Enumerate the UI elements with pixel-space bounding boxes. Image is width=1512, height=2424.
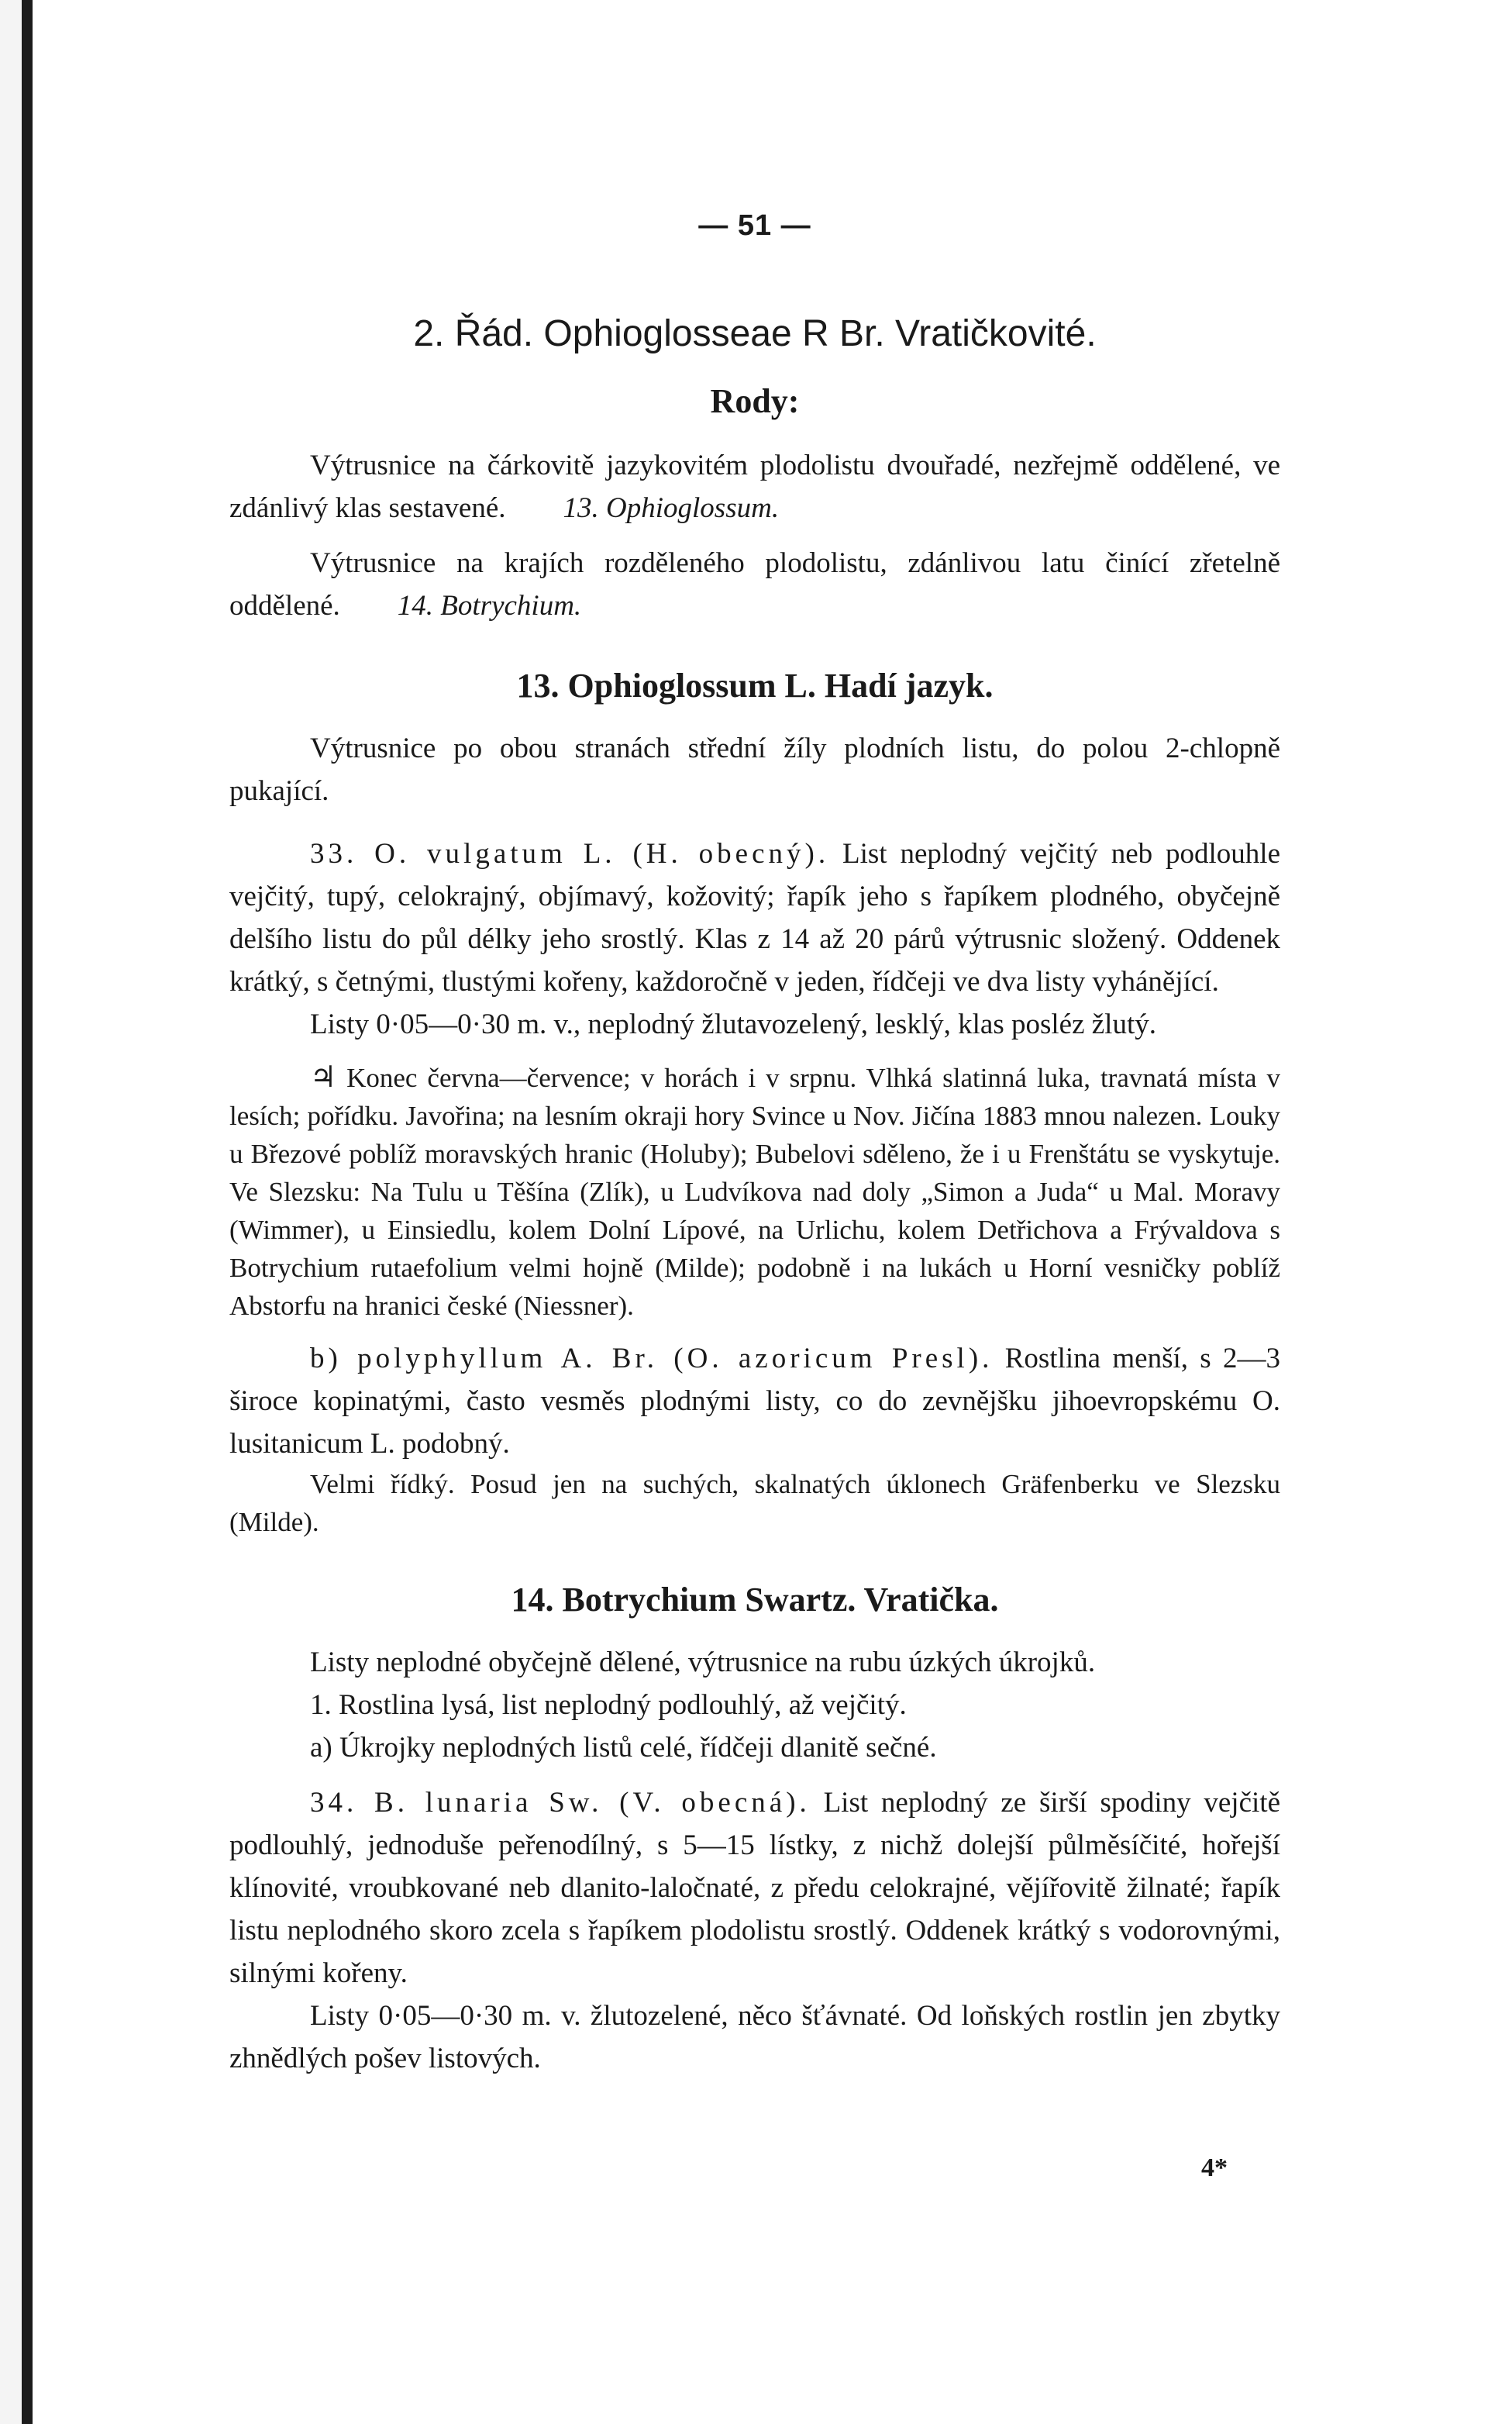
genera-key (229, 444, 1280, 627)
species-34-size: Listy 0·05—0·30 m. v. žlutozelené, něco šťávnaté. Od loňských rostlin jen zbytky zhnědlých pošev listových. (229, 2000, 1280, 2074)
species-33-distribution-text: Konec června—července; v horách i v srpnu. Vlhká slatinná luka, travnatá místa v lesích; pořídku. Javořina; na lesním okraji hory Svince u Nov. Jičína 1883 mnou nalezen. Louky u Březové poblíž moravských hranic (Holuby); Bubelovi sděleno, že i u Frenštátu se vyskytuje. Ve Slezsku: Na Tulu u Těšína (Zlík), u Ludvíkova nad doly „Simon a Juda“ u Mal. Moravy (Wimmer), u Einsiedlu, kolem Dolní Lípové, na Urlichu, kolem Detřichova a Frývaldova s Botrychium rutaefolium velmi hojně (Milde); podobně i na lukách u Horní vesničky poblíž Abstorfu na hranici české (Niessner). (229, 1063, 1280, 1321)
genus-14-heading: 14. Botrychium Swartz. Vratička. (511, 1581, 999, 1619)
species-34-paragraph (229, 1781, 1280, 1995)
species-33-paragraph (229, 833, 1280, 1003)
variety-b-text: Rostlina menší, s 2—3 široce kopinatými, často vesměs plodnými listy, co do zevnějšku jihoevropskému O. lusitanicum L. podobný. (229, 1343, 1281, 1460)
perennial-symbol: ♃ (310, 1060, 337, 1094)
species-33-name: 33. O. vulgatum L. (H. obecný). (310, 838, 830, 870)
genera-key-entry-text: Výtrusnice na čárkovitě jazykovitém plodolistu dvouřadé, nezřejmě oddělené, ve zdánlivý klas sestavené. (229, 450, 1280, 524)
printer-signature-mark: 4* (1201, 2153, 1228, 2182)
page-number: — 51 — (698, 209, 811, 242)
genera-key-entry-target: 13. Ophioglossum. (563, 492, 780, 524)
genera-key-entry-target: 14. Botrychium. (397, 590, 582, 622)
genera-key-entry (229, 444, 1280, 529)
genus-13-description: Výtrusnice po obou stranách střední žíly plodních listu, do polou 2-chlopně pukající. (229, 733, 1280, 807)
genus-14-key-1: 1. Rostlina lysá, list neplodný podlouhlý, až vejčitý. (310, 1689, 907, 1721)
genus-14-key-a: a) Úkrojky neplodných listů celé, řídčeji dlanitě sečné. (310, 1732, 937, 1764)
species-33-size: Listy 0·05—0·30 m. v., neplodný žlutavozelený, lesklý, klas posléz žlutý. (310, 1009, 1156, 1040)
page-edge-shade (0, 0, 22, 2424)
genera-key-heading: Rody: (710, 382, 800, 420)
species-34-name: 34. B. lunaria Sw. (V. obecná). (310, 1787, 811, 1819)
species-33-text: List neplodný vejčitý neb podlouhle vejčitý, tupý, celokrajný, objímavý, kožovitý; řapík jeho s řapíkem plodného, obyčejně delšího listu do půl délky jeho srostlý. Klas z 14 až 20 párů výtrusnic složený. Oddenek krátký, s četnými, tlustými kořeny, každoročně v jeden, řídčeji ve dva listy vyhánějící. (229, 838, 1281, 998)
genera-key-entry (229, 542, 1280, 627)
genus-13-heading: 13. Ophioglossum L. Hadí jazyk. (516, 667, 994, 705)
variety-b-distribution: Velmi řídký. Posud jen na suchých, skalnatých úklonech Gräfenberku ve Slezsku (Milde). (229, 1469, 1280, 1537)
genus-14-description: Listy neplodné obyčejně dělené, výtrusnice na rubu úzkých úkrojků. (310, 1646, 1096, 1678)
variety-b-label: b) polyphyllum A. Br. (O. azoricum Presl). (310, 1343, 994, 1374)
binding-edge-rule (22, 0, 33, 2424)
page-content (229, 209, 1280, 2080)
order-title: 2. Řád. Ophioglosseae R Br. Vratičkovité. (413, 313, 1097, 354)
species-33-distribution (229, 1058, 1280, 1325)
species-34-text: List neplodný ze širší spodiny vejčitě podlouhlý, jednoduše peřenodílný, s 5—15 lístky, z nichž dolejší půlměsíčité, hořejší klínovité, vroubkované neb dlanito-laločnaté, z předu celokrajné, vějířovitě žilnaté; řapík listu neplodného skoro zcela s řapíkem plodolistu srostlý. Oddenek krátký s vodorovnými, silnými kořeny. (229, 1787, 1280, 1989)
variety-b-paragraph (229, 1337, 1280, 1465)
genera-key-entry-text: Výtrusnice na krajích rozděleného plodolistu, zdánlivou latu činící zřetelně oddělené. (229, 547, 1280, 622)
